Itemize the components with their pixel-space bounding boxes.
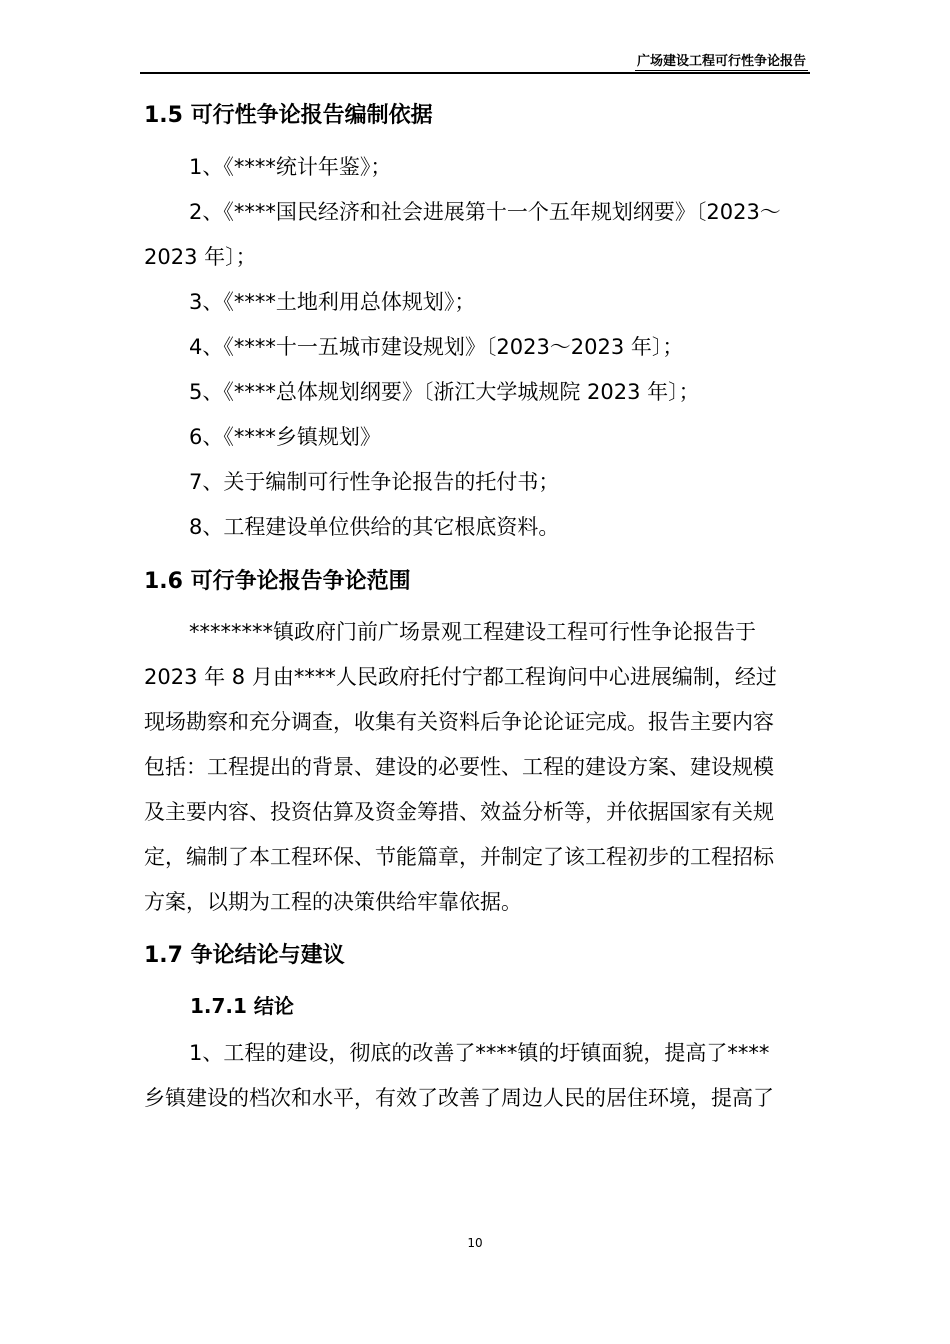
reference-item-4: 4、《****十一五城市建设规划》〔2023～2023 年〕； — [189, 335, 684, 359]
reference-item-2: 2、《****国民经济和社会进展第十一个五年规划纲要》〔2023～ — [189, 200, 781, 224]
scope-paragraph-line-6: 定，编制了本工程环保、节能篇章，并制定了该工程初步的工程招标 — [144, 845, 774, 869]
scope-paragraph-line-3: 现场勘察和充分调查，收集有关资料后争论论证完成。报告主要内容 — [144, 710, 774, 734]
section-1-5-heading: 1.5 可行性争论报告编制依据 — [144, 103, 433, 128]
reference-item-6: 6、《****乡镇规划》 — [189, 425, 381, 449]
scope-paragraph-line-5: 及主要内容、投资估算及资金筹措、效益分析等，并依据国家有关规 — [144, 800, 774, 824]
section-1-7-heading: 1.7 争论结论与建议 — [144, 943, 345, 968]
section-1-7-1-heading: 1.7.1 结论 — [190, 994, 294, 1018]
reference-item-2-cont: 2023 年〕； — [144, 245, 257, 269]
conclusion-line-1: 1、工程的建设，彻底的改善了****镇的圩镇面貌，提高了**** — [189, 1041, 770, 1065]
conclusion-line-2: 乡镇建设的档次和水平，有效了改善了周边人民的居住环境，提高了 — [144, 1086, 774, 1110]
scope-paragraph-line-7: 方案，以期为工程的决策供给牢靠依据。 — [144, 890, 522, 914]
reference-item-5: 5、《****总体规划纲要》〔浙江大学城规院 2023 年〕； — [189, 380, 700, 404]
reference-item-1: 1、《****统计年鉴》； — [189, 155, 392, 179]
scope-paragraph-line-4: 包括：工程提出的背景、建设的必要性、工程的建设方案、建设规模 — [144, 755, 774, 779]
reference-item-7: 7、关于编制可行性争论报告的托付书； — [189, 470, 560, 494]
running-header-title: 广场建设工程可行性争论报告 — [636, 54, 806, 69]
page-number: 10 — [467, 1236, 483, 1250]
scope-paragraph-line-2: 2023 年 8 月由****人民政府托付宁都工程询问中心进展编制，经过 — [144, 665, 777, 689]
reference-item-3: 3、《****土地利用总体规划》； — [189, 290, 476, 314]
section-1-6-heading: 1.6 可行争论报告争论范围 — [144, 569, 411, 594]
scope-paragraph-line-1: ********镇政府门前广场景观工程建设工程可行性争论报告于 — [189, 620, 756, 644]
header-rule — [140, 72, 810, 74]
reference-item-8: 8、工程建设单位供给的其它根底资料。 — [189, 515, 560, 539]
